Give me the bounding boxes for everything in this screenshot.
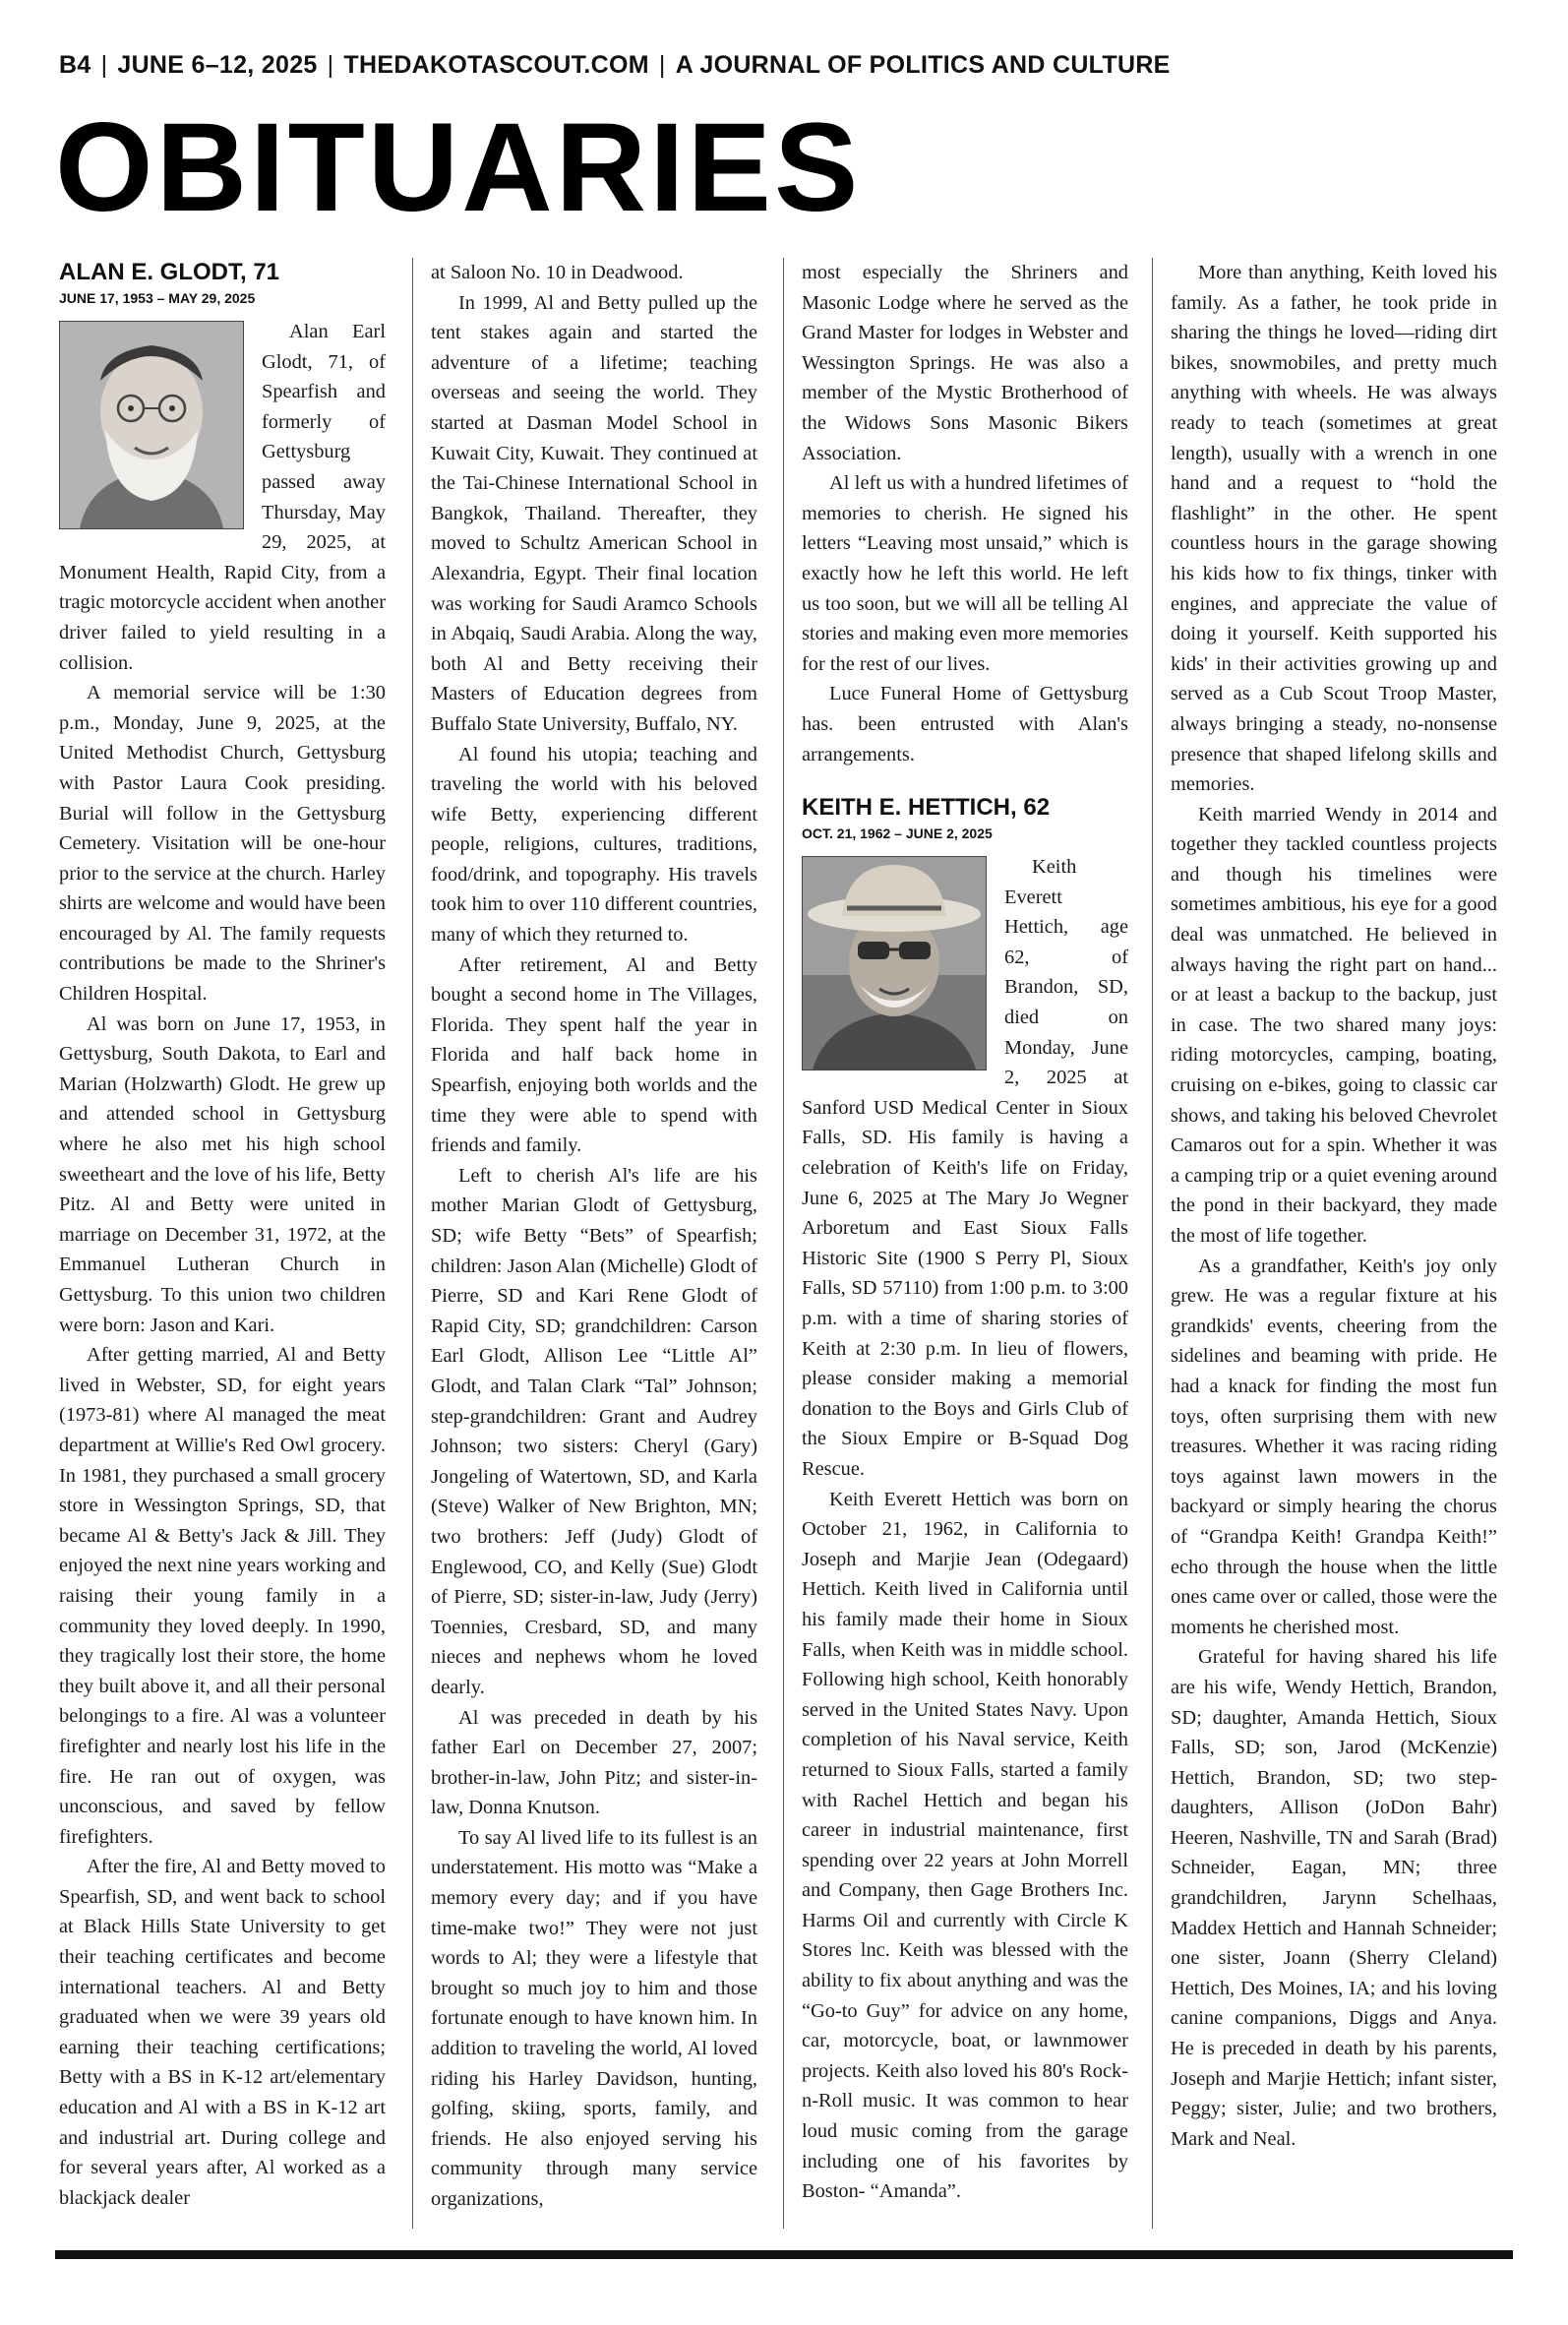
section-title: OBITUARIES: [55, 97, 862, 238]
column-divider: [1152, 258, 1153, 2229]
column-2: [431, 258, 757, 2240]
obituary-paragraph: Luce Funeral Home of Gettysburg has. been entrusted with Alan's arrangements.: [802, 683, 1128, 765]
masthead: B4 | JUNE 6–12, 2025 | THEDAKOTASCOUT.COM | A JOURNAL OF POLITICS AND CULTURE: [59, 51, 1171, 79]
publication-tagline: A JOURNAL OF POLITICS AND CULTURE: [675, 51, 1171, 79]
obituary-paragraph: Al found his utopia; teaching and traveling the world with his beloved wife Betty, experiencing different people, religions, cultures, traditions, food/drink, and topography. His travels took him to over 110 different countries, many of which they returned to.: [431, 743, 757, 947]
obituary-name: ALAN E. GLODT, 71: [59, 259, 280, 285]
issue-date: JUNE 6–12, 2025: [117, 51, 318, 79]
obituary-paragraph: Al left us with a hundred lifetimes of memories to cherish. He signed his letters “Leaving most unsaid,” which is exactly how he left this world. He left us too soon, but we will all be telling Al stories and making even more memories for the rest of our lives.: [802, 472, 1128, 675]
obituary-paragraph: most especially the Shriners and Masonic Lodge where he served as the Grand Master for lodges in Webster and Wessington Springs. He was also a member of the Mystic Brotherhood of the Widows Sons Masonic Bikers Association.: [802, 262, 1128, 464]
footer-rule: [55, 2250, 1513, 2259]
site-url: THEDAKOTASCOUT.COM: [343, 51, 649, 79]
obituary-paragraph: After getting married, Al and Betty lived in Webster, SD, for eight years (1973-81) where Al managed the meat department at Willie's Red Owl grocery. In 1981, they purchased a small grocery store in Wessington Springs, SD, that became Al & Betty's Jack & Jill. They enjoyed the next nine years working and raising their young family in a community they loved deeply. In 1990, they tragically lost their store, the home they built above it, and all their personal belongings to a fire. Al was a volunteer firefighter and nearly lost his life in the fire. He ran out of oxygen, was unconscious, and saved by fellow firefighters.: [59, 1344, 386, 1848]
obituary-dates: JUNE 17, 1953 – MAY 29, 2025: [59, 290, 256, 306]
obituary-paragraph: Alan Earl Glodt, 71, of Spearfish and formerly of Gettysburg passed away Thursday, May 29, 2025, at Monument Health, Rapid City, from a tragic motorcycle accident when another driver failed to yield resulting in a collision.: [59, 321, 386, 674]
obituary-paragraph: Keith married Wendy in 2014 and together they tackled countless projects and though his timelines were sometimes ambitious, his eye for a good deal was unmatched. He believed in always having the right part on hand... or at least a backup to the backup, just in case. The two shared many joys: riding motorcycles, camping, boating, cruising on e-bikes, going to classic car shows, and taking his beloved Chevrolet Camaros out for a spin. Whether it was a camping trip or a quiet evening around the pond in their backyard, they made the most of life together.: [1171, 803, 1497, 1247]
page-number: B4: [59, 51, 91, 79]
column-divider: [412, 258, 413, 2229]
column-4: [1171, 258, 1497, 2240]
obituary-paragraph: Al was born on June 17, 1953, in Gettysburg, South Dakota, to Earl and Marian (Holzwarth) Glodt. He grew up and attended school in Gettysburg where he also met his high school sweetheart and the love of his life, Betty Pitz. Al and Betty were united in marriage on December 31, 1972, at the Emmanuel Lutheran Church in Gettysburg. To this union two children were born: Jason and Kari.: [59, 1012, 386, 1336]
obituary-paragraph: Al was preceded in death by his father Earl on December 27, 2007; brother-in-law, John Pitz; and sister-in-law, Donna Knutson.: [431, 1706, 757, 1819]
portrait-image: [803, 857, 986, 1070]
obituary-paragraph: Keith Everett Hettich, age 62, of Brandon, SD, died on Monday, June 2, 2025 at Sanford USD Medical Center in Sioux Falls, SD. His family is having a celebration of Keith's life on Friday, June 6, 2025 at The Mary Jo Wegner Arboretum and East Sioux Falls Historic Site (1900 S Perry Pl, Sioux Falls, SD 57110) from 1:00 p.m. to 3:00 p.m. with a time of sharing stories of Keith at 2:30 p.m. In lieu of flowers, please consider making a memorial donation to the Boys and Girls Club of the Sioux Empire or B-Squad Dog Rescue.: [802, 856, 1128, 1480]
obituary-paragraph: Grateful for having shared his life are his wife, Wendy Hettich, Brandon, SD; daughter, Amanda Hettich, Sioux Falls, SD; son, Jarod (McKenzie) Hettich, Brandon, SD; two step-daughters, Allison (JoDon Bahr) Heeren, Nashville, TN and Sarah (Brad) Schneider, Eagan, MN; three grandchildren, Jarynn Schelhaas, Maddex Hettich and Hannah Schneider; one sister, Joann (Sherry Cleland) Hettich, Des Moines, IA; and his loving canine companions, Diggs and Anya. He is preceded in death by his parents, Joseph and Marjie Hettich; infant sister, Peggy; sister, Julie; and two brothers, Mark and Neal.: [1171, 1646, 1497, 2150]
obituary-paragraph: at Saloon No. 10 in Deadwood.: [431, 262, 684, 283]
obituary-paragraph: To say Al lived life to its fullest is an understatement. His motto was “Make a memory every day; and if you have time-make two!” They were not just words to Al; they were a lifestyle that brought so much joy to him and those fortunate enough to have known him. In addition to traveling the world, Al loved riding his Harley Davidson, hunting, golfing, skiing, sports, family, and friends. He also enjoyed serving his community through many service organizations,: [431, 1826, 757, 2210]
column-3: [802, 258, 1128, 2240]
obituary-paragraph: In 1999, Al and Betty pulled up the tent stakes again and started the adventure of a lifetime; teaching overseas and seeing the world. They started at Dasman Model School in Kuwait City, Kuwait. They continued at the Tai-Chinese International School in Bangkok, Thailand. Thereafter, they moved to Schultz American School in Alexandria, Egypt. Their final location was working for Saudi Aramco Schools in Abqaiq, Saudi Arabia. Along the way, both Al and Betty receiving their Masters of Education degrees from Buffalo State University, Buffalo, NY.: [431, 291, 757, 735]
obituary-paragraph: After the fire, Al and Betty moved to Spearfish, SD, and went back to school at Black Hills State University to get their teaching certificates and become international teachers. Al and Betty graduated when we were 39 years old earning their teaching certifications; Betty with a BS in K-12 art/elementary education and Al with a BS in K-12 art and industrial art. During college and for several years after, Al worked as a blackjack dealer: [59, 1856, 386, 2209]
obituary-paragraph: After retirement, Al and Betty bought a second home in The Villages, Florida. They spent half the year in Florida and half back home in Spearfish, enjoying both worlds and the time they were able to spend with friends and family.: [431, 953, 757, 1157]
obituary-paragraph: A memorial service will be 1:30 p.m., Monday, June 9, 2025, at the United Methodist Church, Gettysburg with Pastor Laura Cook presiding. Burial will follow in the Gettysburg Cemetery. Visitation will be one-hour prior to the service at the church. Harley shirts are welcome and would have been encouraged by Al. The family requests contributions be made to the Shriner's Children Hospital.: [59, 682, 386, 1006]
obituary-paragraph: Left to cherish Al's life are his mother Marian Glodt of Gettysburg, SD; wife Betty “Bets” of Spearfish; children: Jason Alan (Michelle) Glodt of Pierre, SD and Kari Rene Glodt of Rapid City, SD; grandchildren: Carson Earl Glodt, Allison Lee “Little Al” Glodt, and Talan Clark “Tal” Johnson; step-grandchildren: Grant and Audrey Johnson; two sisters: Cheryl (Gary) Jongeling of Watertown, SD, and Karla (Steve) Walker of New Brighton, MN; two brothers: Jeff (Judy) Glodt of Englewood, CO, and Kelly (Sue) Glodt of Pierre, SD; sister-in-law, Judy (Jerry) Toennies, Cresbard, SD, and many nieces and nephews whom he loved dearly.: [431, 1164, 757, 1698]
obituary-paragraph: Keith Everett Hettich was born on October 21, 1962, in California to Joseph and Marjie Jean (Odegaard) Hettich. Keith lived in California until his family made their home in Sioux Falls, when Keith was in middle school. Following high school, Keith honorably served in the United States Navy. Upon completion of his Naval service, Keith returned to Sioux Falls, started a family with Rachel Hettich and began his career in industrial maintenance, first spending over 22 years at John Morrell and Company, then Gage Brothers Inc. Harms Oil and currently with Circle K Stores lnc. Keith was blessed with the ability to fix about anything and was the “Go-to Guy” for advice on any home, car, motorcycle, boat, or lawnmower projects. Keith also loved his 80's Rock-n-Roll music. It was common to hear loud music coming from the garage including one of his favorites by Boston- “Amanda”.: [802, 1488, 1128, 2203]
column-1: [59, 258, 386, 2240]
portrait-image: [60, 322, 243, 528]
obituary-dates: OCT. 21, 1962 – JUNE 2, 2025: [802, 826, 993, 842]
obituary-paragraph: As a grandfather, Keith's joy only grew. He was a regular fixture at his grandkids' events, cheering from the sidelines and beaming with pride. He had a knack for finding the most fun toys, often surprising them with new treasures. Whether it was racing riding toys against lawn mowers in the backyard or simply hearing the chorus of “Grandpa Keith! Grandpa Keith!” echo through the house when the little ones came over or called, those were the moments he cherished most.: [1171, 1254, 1497, 1638]
column-divider: [783, 258, 784, 2229]
portrait-photo-keith-hettich: [802, 856, 987, 1071]
obituary-name: KEITH E. HETTICH, 62: [802, 794, 1051, 822]
obituary-paragraph: More than anything, Keith loved his family. As a father, he took pride in sharing the things he loved—riding dirt bikes, snowmobiles, and pretty much anything with wheels. He was always ready to teach (sometimes at great length), usually with a wrench in one hand and a request to “hold the flashlight” in the other. He spent countless hours in the garage showing his kids how to fix things, tinker with engines, and appreciate the value of doing it yourself. Keith supported his kids' in their activities growing up and served as a Cub Scout Troop Master, always bringing a steady, no-nonsense presence that shaped lifelong skills and memories.: [1171, 262, 1497, 796]
portrait-photo-alan-glodt: [59, 321, 244, 529]
